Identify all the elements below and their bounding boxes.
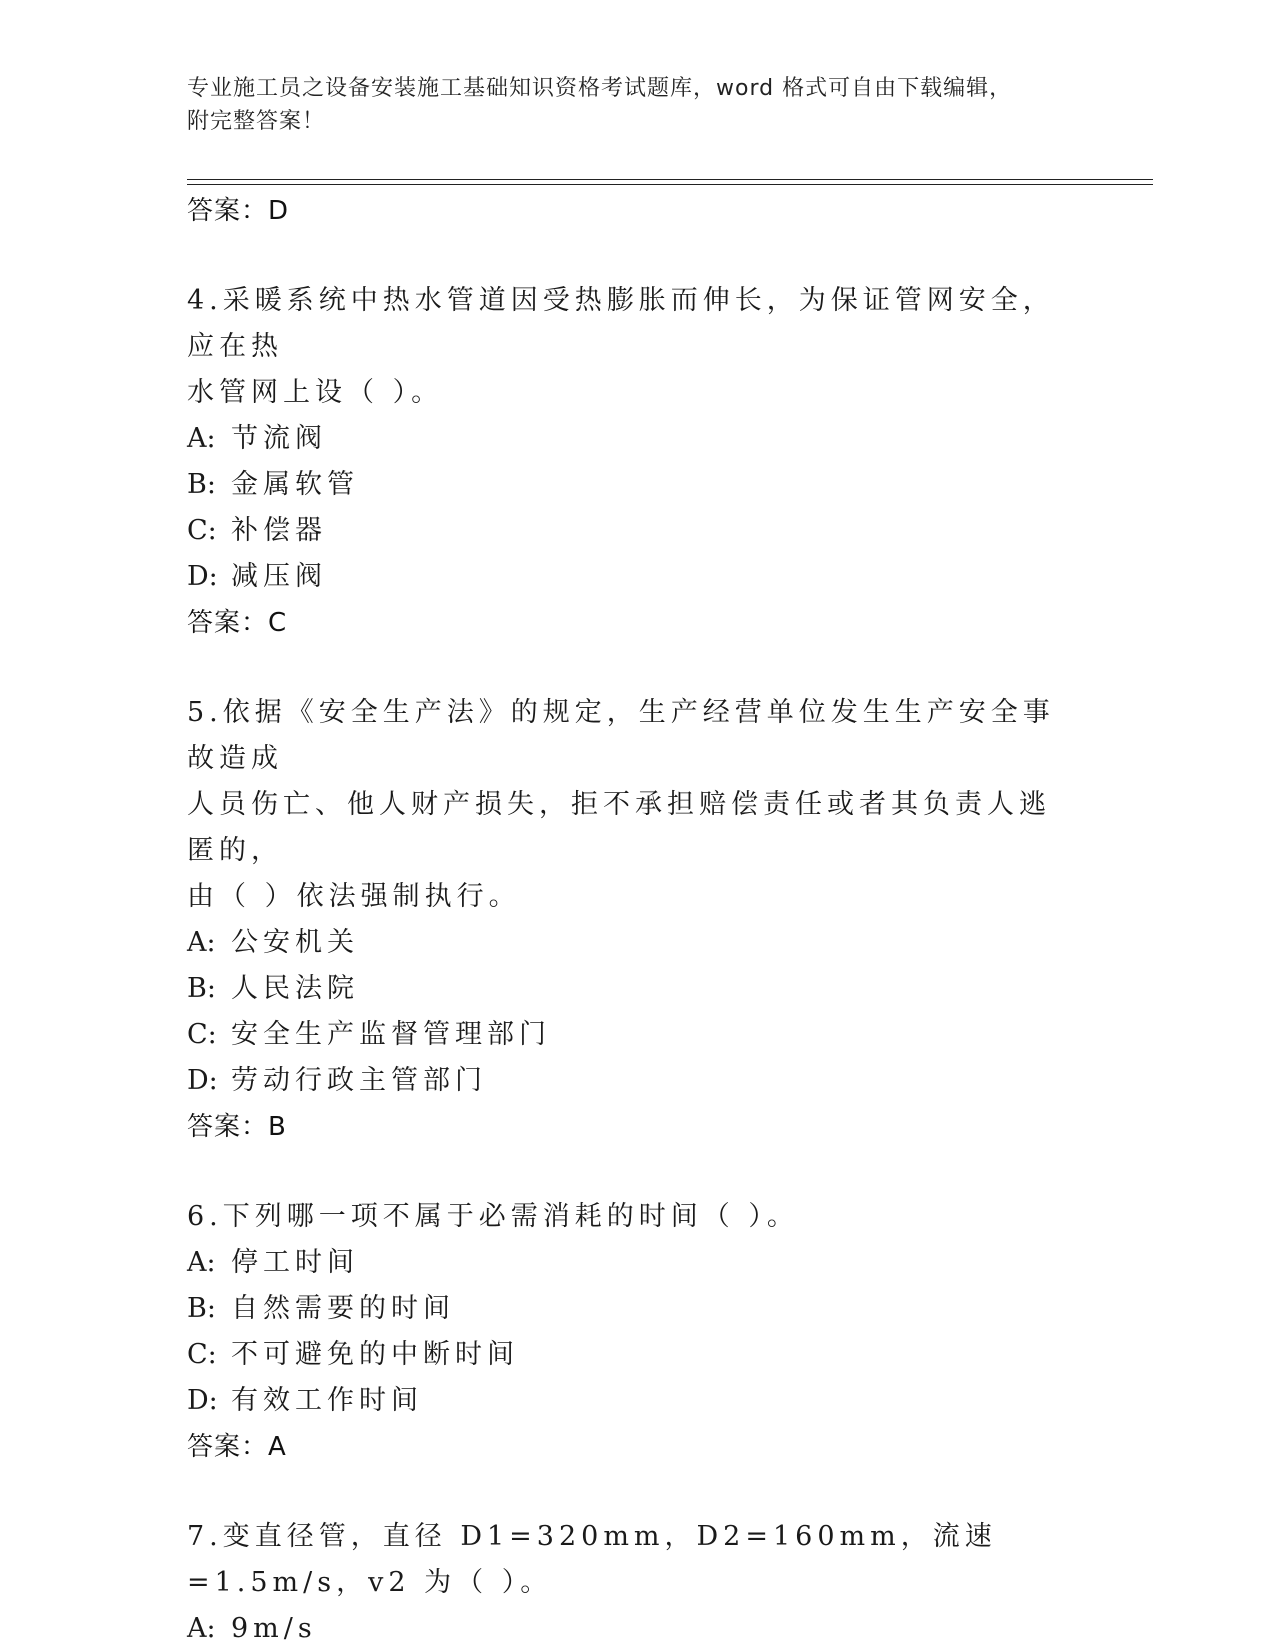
option-text: 停工时间 [231, 1247, 359, 1278]
answer-line: 答案：C [187, 608, 288, 638]
option-text: 劳动行政主管部门 [231, 1065, 487, 1096]
option-text: 安全生产监督管理部门 [231, 1019, 551, 1050]
option-text: 人民法院 [231, 973, 359, 1004]
option-item [187, 462, 1087, 508]
option-item [187, 1378, 1087, 1424]
option-text: 9m/s [231, 1613, 317, 1644]
option-text: 补偿器 [231, 515, 327, 546]
question-text-line: 4.采暖系统中热水管道因受热膨胀而伸长，为保证管网安全，应在热 [187, 285, 1055, 362]
option-item [187, 1012, 1087, 1058]
question-text-line: 5.依据《安全生产法》的规定，生产经营单位发生生产安全事故造成 [187, 697, 1055, 774]
option-text: 不可避免的中断时间 [231, 1339, 519, 1370]
document-header [187, 72, 1087, 138]
option-letter: A: [187, 927, 216, 958]
question-block [187, 1514, 1087, 1652]
option-text: 节流阀 [231, 423, 327, 454]
option-letter: B: [187, 973, 216, 1004]
questions-container [187, 278, 1087, 1652]
option-item [187, 508, 1087, 554]
option-text: 金属软管 [231, 469, 359, 500]
option-item [187, 1606, 1087, 1652]
question-text [187, 690, 1067, 920]
option-letter: D: [187, 1065, 218, 1096]
option-text: 自然需要的时间 [231, 1293, 455, 1324]
question-text-line: 人员伤亡、他人财产损失，拒不承担赔偿责任或者其负责人逃匿的， [187, 789, 1051, 866]
option-letter: D: [187, 1385, 218, 1416]
header-divider-top [187, 179, 1153, 180]
option-text: 公安机关 [231, 927, 359, 958]
question-text-line: 由（ ）依法强制执行。 [187, 881, 521, 912]
option-letter: C: [187, 515, 217, 546]
header-line-2: 附完整答案！ [187, 109, 326, 134]
question-text [187, 1194, 1067, 1240]
option-letter: C: [187, 1339, 217, 1370]
option-letter: A: [187, 423, 216, 454]
option-letter: B: [187, 1293, 216, 1324]
question-block [187, 1194, 1087, 1470]
header-line-1: 专业施工员之设备安装施工基础知识资格考试题库，word 格式可自由下载编辑， [187, 76, 1013, 101]
question-list [187, 188, 1087, 1652]
answer-line: 答案：B [187, 1112, 287, 1142]
option-letter: A: [187, 1613, 216, 1644]
option-item [187, 416, 1087, 462]
option-letter: A: [187, 1247, 216, 1278]
answer-line: 答案：A [187, 1432, 287, 1462]
option-item [187, 966, 1087, 1012]
option-item [187, 1240, 1087, 1286]
option-item [187, 554, 1087, 600]
question-block [187, 690, 1087, 1150]
header-divider-bottom [187, 184, 1153, 185]
option-item [187, 1286, 1087, 1332]
option-item [187, 1058, 1087, 1104]
option-text: 有效工作时间 [231, 1385, 423, 1416]
option-item [187, 1332, 1087, 1378]
question-text-line: 7.变直径管，直径 D1=320mm，D2=160mm，流速=1.5m/s，v2 为（ ）。 [187, 1521, 997, 1598]
question-text-line: 6.下列哪一项不属于必需消耗的时间（ ）。 [187, 1201, 799, 1232]
question-text-line: 水管网上设（ ）。 [187, 377, 444, 408]
question-text [187, 1514, 1067, 1606]
option-letter: B: [187, 469, 216, 500]
option-letter: C: [187, 1019, 217, 1050]
question-text [187, 278, 1067, 416]
option-text: 减压阀 [231, 561, 327, 592]
option-item [187, 920, 1087, 966]
question-block [187, 278, 1087, 646]
previous-answer: 答案：D [187, 196, 290, 226]
option-letter: D: [187, 561, 218, 592]
